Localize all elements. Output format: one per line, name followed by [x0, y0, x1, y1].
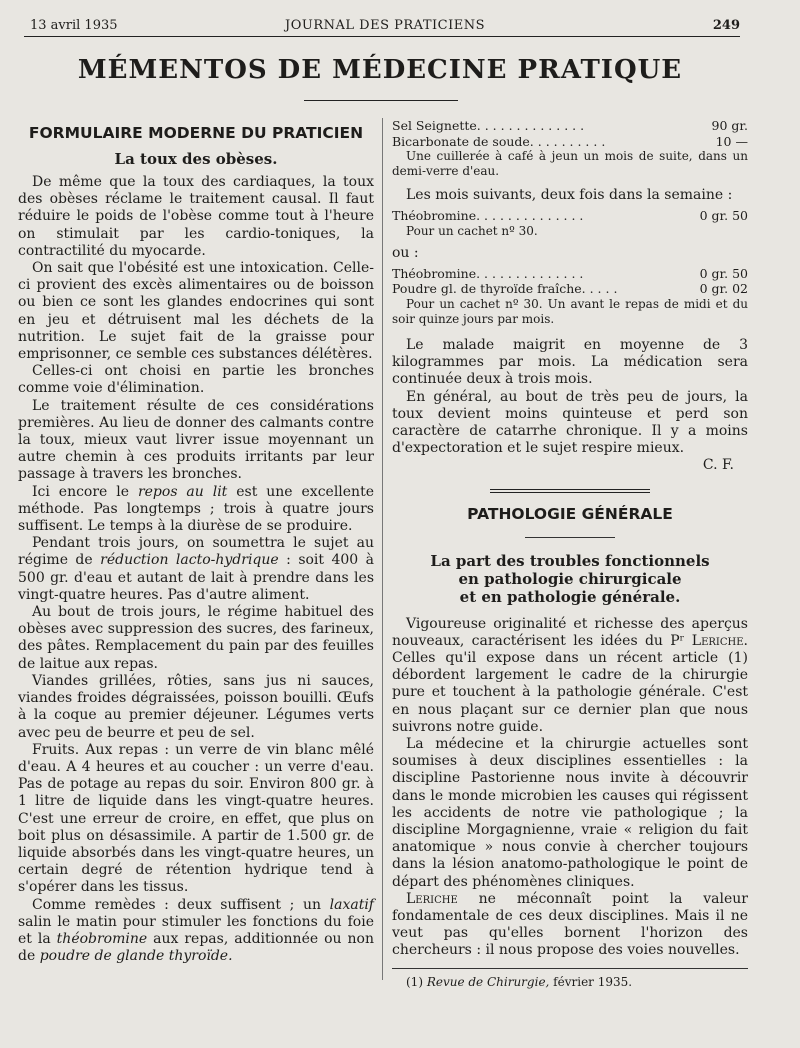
header-journal-title: JOURNAL DES PRATICIENS: [285, 18, 485, 33]
paragraph-or: ou :: [392, 244, 419, 261]
prescription-line: Sel Seignette. . . . . . . . . . . . . . 90 gr.: [392, 118, 748, 133]
prescription-line: Poudre gl. de thyroïde fraîche. . . . . 0 gr. 02: [392, 281, 748, 297]
paragraph: Leriche ne méconnaît point la valeur fondamentale de ces deux disciplines. Mais il ne veut pas qu'elles bornent l'horizon des chercheurs : il nous propose des voies nouvelles.: [392, 890, 748, 959]
paragraph: De même que la toux des cardiaques, la toux des obèses réclame le traitement causal. Il faut réduire le poids de l'obèse comme tout à l'heure on stimulait par les cardio-toniques, la contractilité du myocarde.: [18, 174, 374, 259]
paragraph: Pendant trois jours, on soumettra le sujet au régime de réduction lacto-hydrique : soit 400 à 500 gr. d'eau et autant de lait à prendre dans les vingt-quatre heures. Pas d'autre aliment.: [18, 535, 374, 603]
article-title-toux: La toux des obèses.: [114, 150, 278, 168]
left-column: [18, 118, 374, 965]
paragraph: Viandes grillées, rôties, sans jus ni sauces, viandes froides dégraissées, poisson bouilli. Œufs à la coque au premier déjeuner. Légumes verts avec peu de beurre et peu de sel.: [18, 672, 374, 741]
paragraph: Au bout de trois jours, le régime habituel des obèses avec suppression des sucres, des farineux, des pâtes. Remplacement du pain par des feuilles de laitue aux repas.: [18, 604, 374, 672]
author-signature: C. F.: [702, 457, 734, 474]
paragraph: Ici encore le repos au lit est une excellente méthode. Pas longtemps ; trois à quatre jours suffisent. Le temps à la diurèse de se produire.: [18, 483, 374, 535]
paragraph: Comme remèdes : deux suffisent ; un laxatif salin le matin pour stimuler les fonctions du foie et la théobromine aux repas, additionnée ou non de poudre de glande thyroïde.: [18, 896, 374, 965]
paragraph: Le malade maigrit en moyenne de 3 kilogrammes par mois. La médication sera continuée deux à trois mois.: [392, 336, 748, 388]
prescription-line: Théobromine. . . . . . . . . . . . . . 0 gr. 50: [392, 208, 748, 224]
prescription-line: Théobromine. . . . . . . . . . . . . . 0 gr. 50: [392, 265, 748, 281]
article-title-troubles: La part des troubles fonctionnels en pathologie chirurgicale et en pathologie générale.: [430, 551, 710, 606]
paragraph: On sait que l'obésité est une intoxication. Celle-ci provient des excès alimentaires ou de boisson ou bien ce sont les glandes endocrines qui sont en jeu et détruisent mal les déchets de la nutrition. Le sujet fait de la graisse pour emprisonner, ce semble ces substances délétères.: [18, 260, 374, 363]
section-heading-pathologie: PATHOLOGIE GÉNÉRALE: [467, 504, 673, 523]
header-date: 13 avril 1935: [30, 18, 118, 33]
section-heading-formulaire: FORMULAIRE MODERNE DU PRATICIEN: [28, 124, 364, 142]
right-column: [392, 118, 748, 990]
running-header: [30, 14, 740, 36]
title-rule: [304, 100, 458, 101]
page-title: MÉMENTOS DE MÉDECINE PRATIQUE: [77, 55, 683, 85]
prescription-note: Pour un cachet nº 30. Un avant le repas de midi et du soir quinze jours par mois.: [392, 296, 748, 326]
footnote: (1) Revue de Chirurgie, février 1935.: [406, 974, 633, 989]
paragraph: Fruits. Aux repas : un verre de vin blanc mêlé d'eau. A 4 heures et au coucher : un verre d'eau. Pas de potage au repas du soir. Environ 800 gr. à 1 litre de liquide dans les vingt-quatre heures. C'est une erreur de croire, en effet, que plus on boit plus on désassimile. A partir de 1.500 gr. de liquide absorbés dans les vingt-quatre heures, un certain degré de rétention hydrique tend à s'opérer dans les tissus.: [18, 741, 374, 896]
prescription-line: Bicarbonate de soude. . . . . . . . . . 10 —: [392, 133, 748, 149]
paragraph: Celles-ci ont choisi en partie les bronches comme voie d'élimination.: [18, 363, 374, 397]
section-rule: [525, 537, 615, 538]
prescription-note: Une cuillerée à café à jeun un mois de suite, dans un demi-verre d'eau.: [392, 149, 748, 178]
header-rule: [24, 36, 740, 37]
paragraph: Le traitement résulte de ces considérations premières. Au lieu de donner des calmants contre la toux, mieux vaut livrer issue moyennant un autre chemin à ces produits irritants par leur passage à travers les bronches.: [18, 397, 374, 483]
header-page-number: 249: [712, 18, 740, 33]
paragraph: La médecine et la chirurgie actuelles sont soumises à deux disciplines essentielles : la discipline Pastorienne nous invite à découvrir dans le monde microbien les causes qui régissent les accidents de notre vie pathologique ; la discipline Morgagnienne, vraie « religion du fait anatomique » nous convie à chercher toujours dans la lésion anatomo-pathologique le point de départ des phénomènes cliniques.: [392, 735, 748, 890]
paragraph: En général, au bout de très peu de jours, la toux devient moins quinteuse et perd son caractère de catarrhe chronique. Il y a moins d'expectoration et le sujet respire mieux.: [392, 388, 748, 457]
footnote-rule: [392, 968, 748, 969]
prescription-note: Pour un cachet nº 30.: [406, 223, 538, 238]
paragraph: Vigoureuse originalité et richesse des aperçus nouveaux, caractérisent les idées du Pʳ Leriche. Celles qu'il expose dans un récent article (1) débordent largement le cadre de la chirurgie pure et touchent à la pathologie générale. C'est en nous plaçant sur ce dernier plan que nous suivrons notre guide.: [392, 615, 748, 735]
column-divider: [382, 118, 383, 980]
section-double-rule: [490, 489, 650, 493]
paragraph: Les mois suivants, deux fois dans la semaine :: [406, 187, 733, 203]
